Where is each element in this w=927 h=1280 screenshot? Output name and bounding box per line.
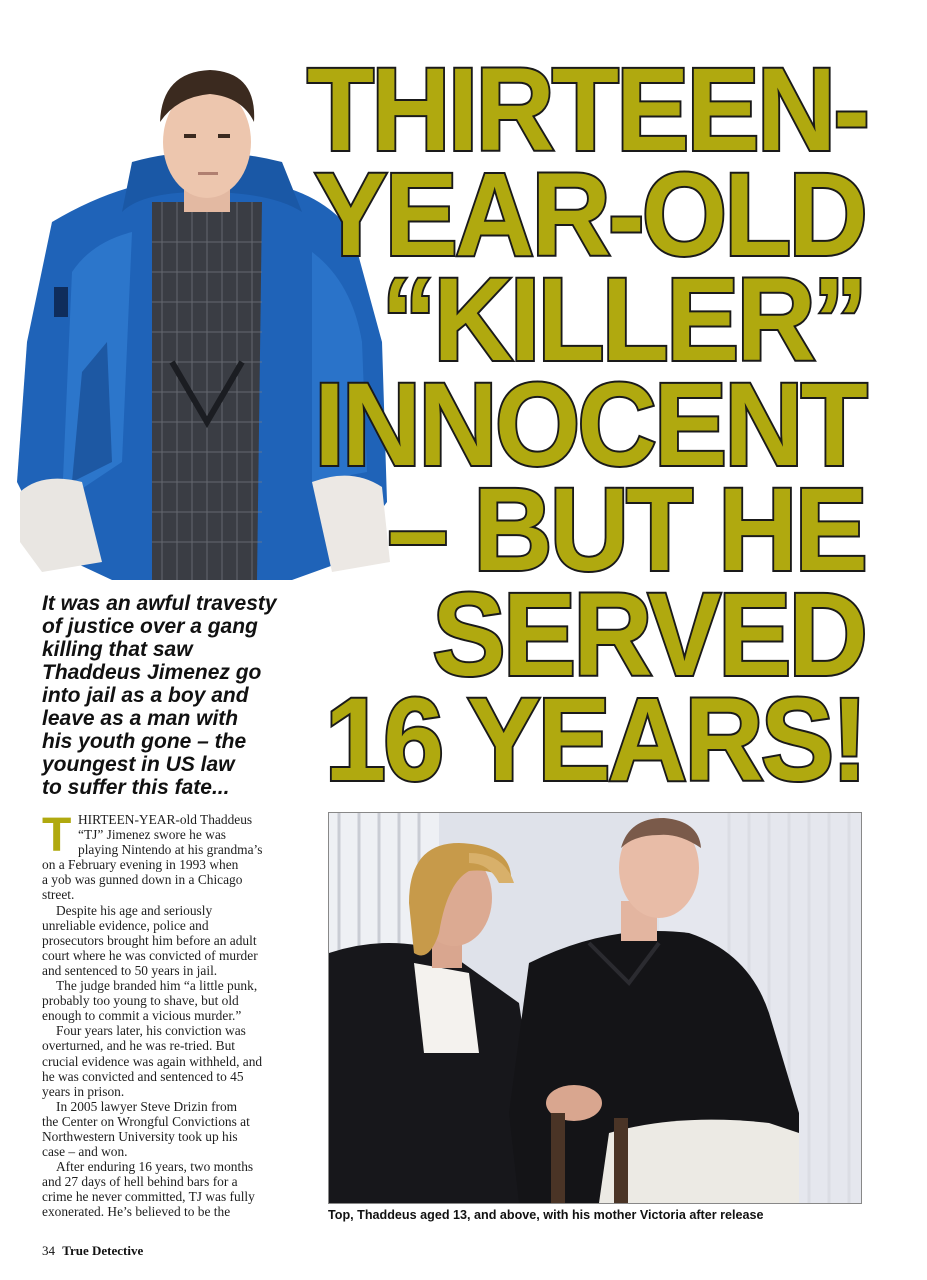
- article-line: case – and won.: [42, 1144, 128, 1160]
- article-line: crucial evidence was again withheld, and: [42, 1053, 263, 1069]
- article-body: [42, 809, 298, 1220]
- article-line: In 2005 lawyer Steve Drizin from: [56, 1098, 238, 1114]
- standfirst-line: youngest in US law: [42, 753, 235, 776]
- article-line: Despite his age and seriously: [56, 902, 213, 918]
- article-line: exonerated. He’s believed to be the: [42, 1204, 231, 1220]
- article-line: After enduring 16 years, two months: [56, 1159, 254, 1175]
- article-line: overturned, and he was re-tried. But: [42, 1038, 235, 1054]
- release-photo: [328, 812, 862, 1204]
- page-number: 34: [42, 1243, 55, 1258]
- headline-line: – BUT HE: [387, 464, 865, 596]
- article-line: Northwestern University took up his: [42, 1128, 238, 1144]
- headline-line: YEAR-OLD: [314, 149, 865, 281]
- drop-cap: T: [42, 809, 72, 862]
- headline-line: 16 YEARS!: [324, 674, 866, 806]
- article-line: Four years later, his conviction was: [56, 1023, 246, 1039]
- article-line: The judge branded him “a little punk,: [56, 978, 258, 994]
- publication-name: True Detective: [62, 1243, 144, 1258]
- article-line: on a February evening in 1993 when: [42, 857, 239, 873]
- standfirst-line: killing that saw: [42, 638, 193, 661]
- standfirst-line: leave as a man with: [42, 707, 239, 730]
- standfirst-line: Thaddeus Jimenez go: [42, 661, 262, 684]
- folio: [42, 1243, 143, 1259]
- article-line: probably too young to shave, but old: [42, 993, 239, 1009]
- headline-line: “KILLER”: [381, 254, 865, 386]
- article-line: enough to commit a vicious murder.”: [42, 1008, 242, 1024]
- article-line: the Center on Wrongful Convictions at: [42, 1113, 250, 1129]
- article-line: street.: [42, 887, 75, 903]
- article-line: prosecutors brought him before an adult: [42, 932, 257, 948]
- article-line: years in prison.: [42, 1083, 125, 1099]
- release-photo-illustration: [329, 813, 861, 1203]
- article-line: a yob was gunned down in a Chicago: [42, 872, 243, 888]
- article-line: and sentenced to 50 years in jail.: [42, 962, 218, 978]
- article-line: HIRTEEN-YEAR-old Thaddeus: [78, 812, 253, 827]
- article-line: unreliable evidence, police and: [42, 917, 209, 933]
- article-line: he was convicted and sentenced to 45: [42, 1068, 244, 1084]
- standfirst: [42, 592, 342, 799]
- article-line: and 27 days of hell behind bars for a: [42, 1174, 238, 1190]
- standfirst-line: into jail as a boy and: [42, 684, 249, 707]
- standfirst-line: to suffer this fate...: [42, 776, 230, 799]
- standfirst-line: of justice over a gang: [42, 615, 258, 638]
- headline-line: THIRTEEN-: [307, 44, 868, 176]
- headline-line: INNOCENT: [314, 359, 865, 491]
- standfirst-line: It was an awful travesty: [42, 592, 277, 615]
- photo-caption: Top, Thaddeus aged 13, and above, with his mother Victoria after release: [328, 1208, 764, 1222]
- article-line: court where he was convicted of murder: [42, 947, 258, 963]
- headline: [307, 44, 868, 806]
- article-line: “TJ” Jimenez swore he was: [78, 827, 226, 843]
- article-line: crime he never committed, TJ was fully: [42, 1189, 255, 1205]
- headline-line: SERVED: [432, 569, 865, 701]
- standfirst-line: his youth gone – the: [42, 730, 247, 753]
- article-line: playing Nintendo at his grandma’s: [78, 842, 263, 858]
